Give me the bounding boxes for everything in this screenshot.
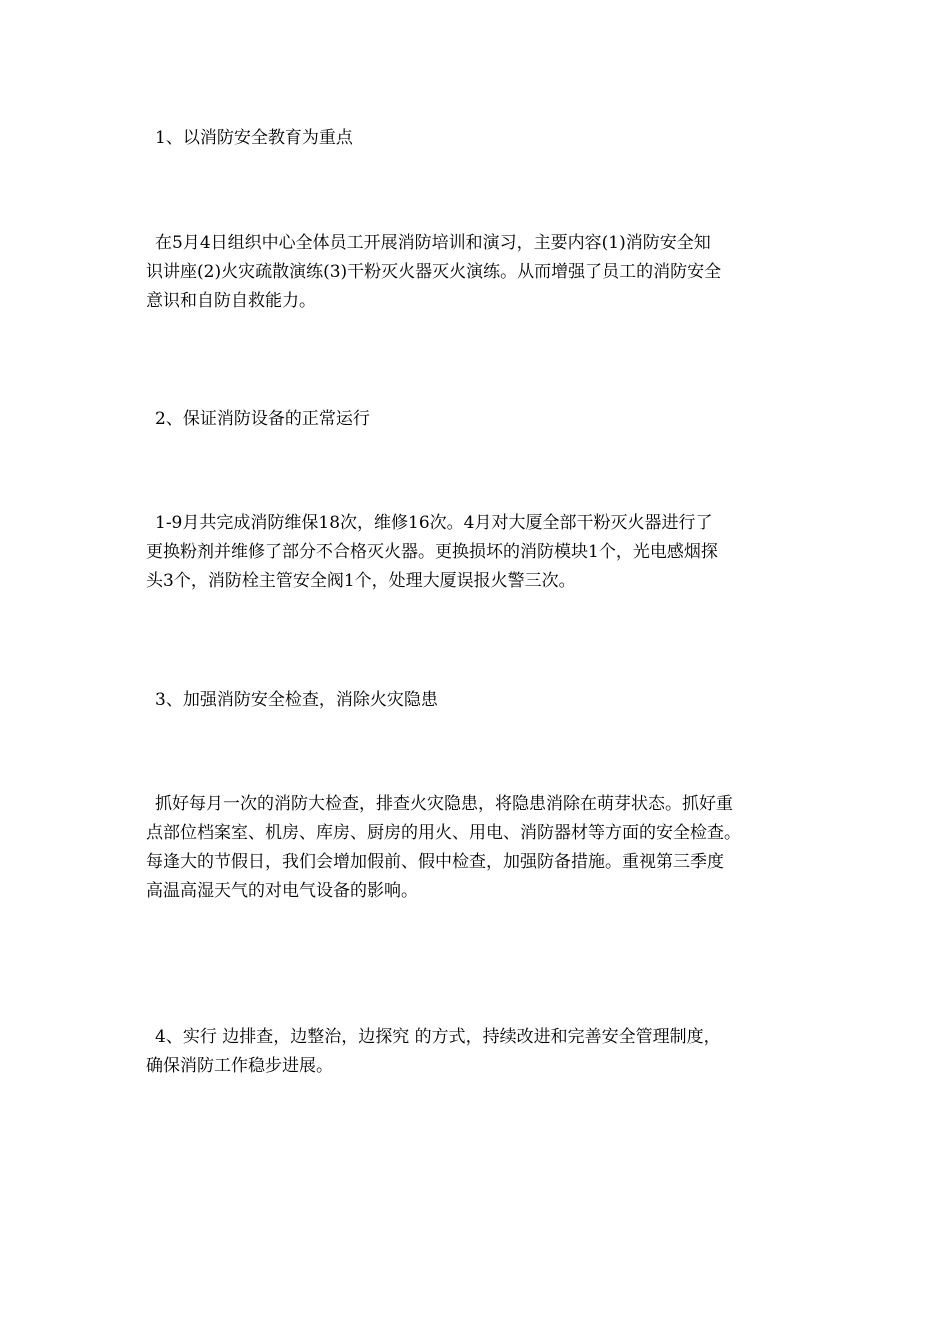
section-paragraph-4 <box>146 1023 816 1081</box>
paragraph-line: 在5月4日组织中心全体员工开展消防培训和演习，主要内容(1)消防安全知 <box>155 233 711 253</box>
paragraph-line: 头3个，消防栓主管安全阀1个，处理大厦误报火警三次。 <box>146 571 576 591</box>
section-heading-1 <box>146 124 816 153</box>
paragraph-line: 更换粉剂并维修了部分不合格灭火器。更换损坏的消防模块1个，光电感烟探 <box>146 542 718 562</box>
section-heading-2 <box>146 405 816 434</box>
heading-text: 3、加强消防安全检查，消除火灾隐患 <box>155 690 438 710</box>
paragraph-line: 高温高湿天气的对电气设备的影响。 <box>146 881 418 901</box>
paragraph-line: 抓好每月一次的消防大检查，排查火灾隐患，将隐患消除在萌芽状态。抓好重 <box>155 794 733 814</box>
paragraph-line: 1-9月共完成消防维保18次，维修16次。4月对大厦全部干粉灭火器进行了 <box>155 513 713 533</box>
paragraph-line: 每逢大的节假日，我们会增加假前、假中检查，加强防备措施。重视第三季度 <box>146 852 724 872</box>
paragraph-line: 确保消防工作稳步进展。 <box>146 1056 333 1076</box>
section-paragraph-3 <box>146 790 816 906</box>
section-paragraph-2 <box>146 509 816 596</box>
heading-text: 2、保证消防设备的正常运行 <box>155 409 370 429</box>
section-paragraph-1 <box>146 229 816 316</box>
paragraph-line: 识讲座(2)火灾疏散演练(3)干粉灭火器灭火演练。从而增强了员工的消防安全 <box>146 262 722 282</box>
paragraph-line: 4、实行 边排查，边整治，边探究 的方式，持续改进和完善安全管理制度， <box>155 1027 721 1047</box>
paragraph-line: 意识和自防自救能力。 <box>146 291 316 311</box>
heading-text: 1、以消防安全教育为重点 <box>155 128 353 148</box>
section-heading-3 <box>146 686 816 715</box>
paragraph-line: 点部位档案室、机房、库房、厨房的用火、用电、消防器材等方面的安全检查。 <box>146 823 741 843</box>
